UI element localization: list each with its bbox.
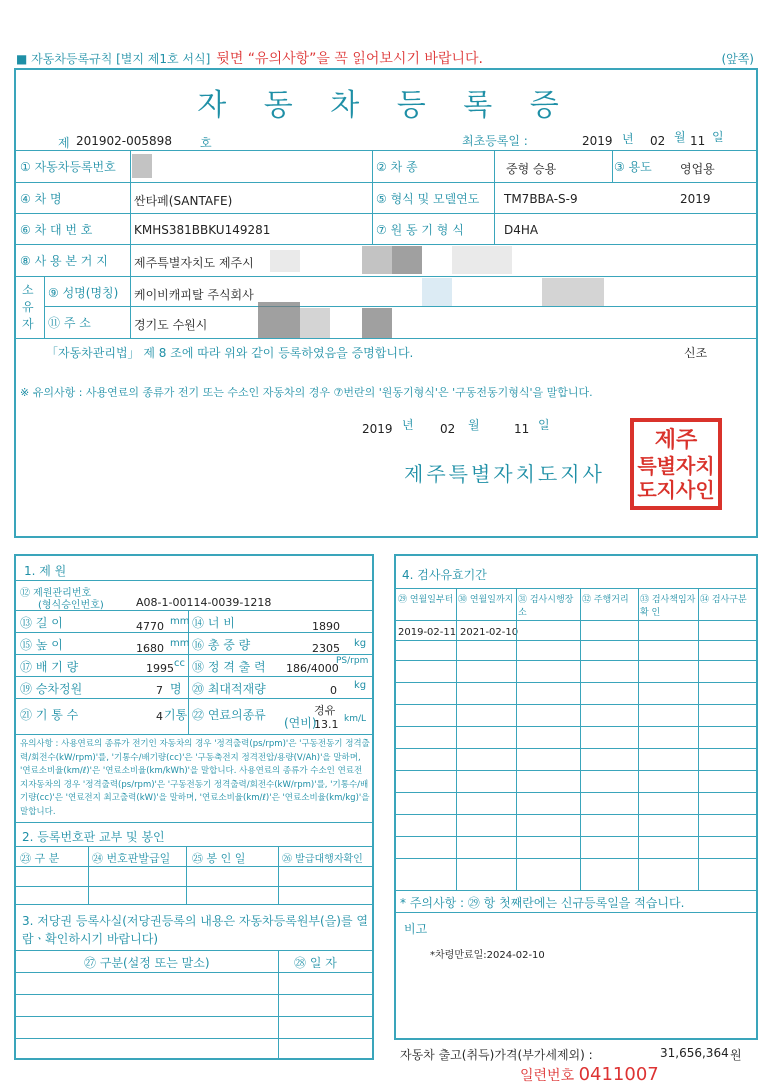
col-divider (130, 150, 131, 244)
vehicle-type: 중형 승용 (506, 162, 557, 176)
owner-name: 케이비캐피탈 주식회사 (134, 288, 254, 302)
document-title: 자 동 차 등 록 증 (197, 88, 573, 123)
redacted-block (270, 250, 300, 272)
fuel: 경유 (314, 704, 336, 717)
width: 1890 (312, 620, 340, 633)
weight: 2305 (312, 642, 340, 655)
seal-date-header: ㉕ 봉 인 일 (192, 852, 246, 865)
spec-no-sub: (형식승인번호) (38, 600, 104, 611)
grid-line (396, 704, 756, 705)
grid-line (396, 748, 756, 749)
grid-line (16, 698, 372, 699)
from-header: ㉙ 연월일부터 (398, 595, 454, 605)
vehicle-type-label: ② 차 종 (376, 160, 418, 174)
issuer: 제주특별자치도지사 (404, 462, 605, 486)
year-unit: 년 (622, 132, 634, 146)
power: 186/4000 (286, 662, 339, 675)
grid-line (16, 822, 372, 823)
vin: KMHS381BBKU149281 (134, 223, 271, 237)
type-header: ㉞ 검사구분 (700, 595, 747, 605)
col-divider (494, 150, 495, 244)
first-reg-day: 11 (690, 134, 706, 148)
length: 4770 (136, 620, 164, 633)
usage: 영업용 (680, 162, 715, 176)
price: 31,656,364 (660, 1046, 729, 1060)
vehicle-reg-no-label: ① 자동차등록번호 (20, 160, 116, 174)
displacement-label: ⑰ 배 기 량 (20, 660, 79, 674)
form-rule: ■ 자동차등록규칙 [별지 제1호 서식] 뒷면 “유의사항”을 꼭 읽어보시기 바랍니다. (16, 51, 483, 67)
redacted-block (132, 154, 152, 178)
price-unit: 원 (730, 1048, 742, 1062)
mortgage-title: 3. 저당권 등록사실 (22, 914, 123, 928)
reg-no-label: 제 (58, 136, 70, 150)
official-seal: 제주 특별자치 도지사인 (630, 418, 722, 510)
unit-kml: km/L (344, 714, 367, 724)
col-divider (456, 588, 457, 890)
grid-line (396, 890, 756, 891)
reg-no: 201902-005898 (76, 134, 172, 148)
reg-ho: 호 (200, 136, 212, 150)
grid-line (16, 994, 372, 995)
fuel-label: ㉒ 연료의종류 (192, 708, 266, 722)
grid-line (396, 792, 756, 793)
unit-mm: mm (170, 616, 190, 627)
redacted-block (422, 278, 452, 306)
col-divider (698, 588, 699, 890)
col-divider (44, 276, 45, 338)
col-divider (278, 846, 279, 904)
mortgage-date-header: ㉘ 일 자 (294, 956, 337, 970)
redacted-block (542, 278, 604, 306)
redacted-block (362, 308, 392, 338)
first-reg-label: 최초등록일 : (462, 134, 528, 148)
base-location-label: ⑧ 사 용 본 거 지 (20, 254, 108, 268)
issue-year: 2019 (362, 422, 393, 436)
col-divider (186, 846, 187, 904)
serial-value: 0411007 (578, 1064, 659, 1085)
grid-line (396, 836, 756, 837)
height-label: ⑮ 높 이 (20, 638, 63, 652)
remarks-label: 비고 (404, 922, 428, 936)
row-1 (16, 150, 756, 151)
grid-line (396, 858, 756, 859)
spec-no-label: ⑫ 제원관리번호 (20, 588, 92, 599)
row-2 (16, 182, 756, 183)
width-label: ⑭ 너 비 (192, 616, 235, 630)
spec-no: A08-1-00114-0039-1218 (136, 596, 272, 609)
grid-line (16, 1038, 372, 1039)
unit-people: 명 (170, 682, 182, 696)
col-divider (580, 588, 581, 890)
warning-text: 뒷면 “유의사항”을 꼭 읽어보시기 바랍니다. (216, 51, 483, 67)
unit-cyl: 기통 (164, 708, 188, 722)
displacement: 1995 (146, 662, 174, 675)
address-label: ⑪ 주 소 (48, 316, 91, 330)
inspector-header: ㉝ 검사책임자 확 인 (640, 595, 696, 618)
owner-name-label: ⑨ 성명(명칭) (48, 286, 119, 300)
vin-label: ⑥ 차 대 번 호 (20, 223, 93, 237)
col-divider (638, 588, 639, 890)
col-divider (516, 588, 517, 890)
mortgage-type-header: ㉗ 구분(설정 또는 말소) (84, 956, 210, 970)
grid-line (396, 770, 756, 771)
col-divider (130, 276, 131, 338)
power-label: ⑱ 정 격 출 력 (192, 660, 266, 674)
col-divider (188, 610, 189, 734)
grid-line (16, 580, 372, 581)
grid-line (16, 866, 372, 867)
grid-line (16, 610, 372, 611)
grid-line (396, 660, 756, 661)
seats-label: ⑲ 승차정원 (20, 682, 83, 696)
grid-line (16, 904, 372, 905)
max-load: 0 (330, 684, 337, 697)
row-4 (16, 244, 756, 245)
new-vehicle: 신조 (684, 346, 708, 360)
cylinders: 4 (156, 710, 163, 723)
weight-label: ⑯ 총 중 량 (192, 638, 251, 652)
seats: 7 (156, 684, 163, 697)
grid-line (396, 620, 756, 621)
unit-ps: PS/rpm (336, 656, 369, 666)
length-label: ⑬ 길 이 (20, 616, 63, 630)
col-divider (88, 846, 89, 904)
place-header: ㉛ 검사시행장소 (518, 595, 574, 618)
agent-check-header: ㉖ 발급대행자확인 (282, 854, 363, 865)
redacted-block (258, 302, 300, 338)
grid-line (396, 726, 756, 727)
grid-line (396, 912, 756, 913)
model-year: 2019 (680, 192, 711, 206)
plate-title: 2. 등록번호판 교부 및 봉인 (22, 830, 165, 844)
car-name: 싼타페(SANTAFE) (134, 194, 233, 208)
grid-line (16, 734, 372, 735)
unit-cc: cc (174, 658, 185, 669)
base-location: 제주특별자치도 제주시 (134, 256, 254, 270)
car-name-label: ④ 차 명 (20, 192, 62, 206)
grid-line (396, 682, 756, 683)
fuel-note: ※ 유의사항 : 사용연료의 종류가 전기 또는 수소인 자동차의 경우 ⑦번란의 '원동기형식'은 '구동전동기형식'을 말합니다. (20, 386, 593, 399)
height: 1680 (136, 642, 164, 655)
grid-line (16, 950, 372, 951)
row-6 (44, 306, 756, 307)
price-label: 자동차 출고(취득)가격(부가세제외) : (400, 1048, 593, 1062)
row-5 (16, 276, 756, 277)
issue-day: 11 (514, 422, 530, 436)
redacted-block (362, 246, 392, 274)
engine: D4HA (504, 223, 539, 237)
serial-label: 일련번호 (520, 1068, 575, 1084)
remarks-value: *차령만료일:2024-02-10 (430, 950, 545, 961)
mileage-header: ㉜ 주행거리 (582, 595, 629, 605)
col-divider (278, 950, 279, 1058)
row-3 (16, 213, 756, 214)
owner-label: 소 유 자 (22, 283, 34, 331)
to-header: ㉚ 연월일까지 (458, 595, 514, 605)
inspect-from: 2019-02-11 (398, 627, 457, 638)
engine-label: ⑦ 원 동 기 형 식 (376, 223, 464, 237)
usage-label: ③ 용도 (614, 160, 652, 174)
col-divider (372, 150, 373, 244)
spec-title: 1. 제 원 (24, 564, 67, 578)
unit-mm: mm (170, 638, 190, 649)
spec-note: 유의사항 : 사용연료의 종류가 전기인 자동차의 경우 '정격출력(ps/rpm)'은 '구동전동기 정격출력/회전수(kW/rpm)'를, '기통수/배기량(cc)'은 '구동축전지 정격전압/용량(V/Ah)'을 말하며, '연료소비율(km/ℓ)'은 '연료소비율(km/kWh)'을 말합니다. 사용연료의 종류가 수소인 연료전지자동차의 경우 '정격출력(ps/rpm)'은 '구동전동기 정격출력/회전수(kW/rpm)'를, '기통수/배기량(cc)'은 '연료전지 최고출력(kW)'을 말하며, '연료소비율(km/ℓ)'은 '연료소비율(km/kg)'을 말합니다. (20, 739, 370, 817)
grid-line (396, 588, 756, 589)
inspection-note: * 주의사항 : ㉙ 항 첫째란에는 신규등록일을 적습니다. (400, 896, 685, 910)
grid-line (396, 640, 756, 641)
unit-kg: kg (354, 680, 367, 691)
max-load-label: ⑳ 최대적재량 (192, 682, 266, 696)
grid-line (16, 676, 372, 677)
unit-kg: kg (354, 638, 367, 649)
day-unit: 일 (712, 130, 724, 144)
inspect-to: 2021-02-10 (460, 627, 519, 638)
first-reg-year: 2019 (582, 134, 613, 148)
certification-text: 「자동차관리법」 제 8 조에 따라 위와 같이 등록하였음을 증명합니다. (46, 346, 414, 360)
row-7 (16, 338, 756, 339)
front-side-label: (앞쪽) (721, 52, 754, 66)
first-reg-month: 02 (650, 134, 666, 148)
grid-line (16, 1016, 372, 1017)
plate-type-header: ㉓ 구 분 (20, 852, 60, 865)
inspection-title: 4. 검사유효기간 (402, 568, 487, 582)
year-unit: 년 (402, 418, 414, 432)
cylinders-label: ㉑ 기 통 수 (20, 708, 79, 722)
month-unit: 월 (468, 418, 480, 432)
serial-number (520, 1064, 659, 1085)
redacted-block (452, 246, 512, 274)
month-unit: 월 (674, 130, 686, 144)
model: TM7BBA-S-9 (504, 192, 578, 206)
mortgage-section (22, 912, 368, 948)
efficiency-label: (연비) (284, 716, 317, 730)
col-divider (130, 244, 131, 276)
address: 경기도 수원시 (134, 318, 208, 332)
plate-date-header: ㉔ 번호판발급일 (92, 852, 171, 865)
grid-line (396, 814, 756, 815)
col-divider (612, 150, 613, 182)
grid-line (16, 846, 372, 847)
mortgage-desc: (저당권등록의 내용은 자동차등록원부(을)를 열람ㆍ확인하시기 바랍니다) (22, 914, 368, 946)
grid-line (16, 886, 372, 887)
efficiency: 13.1 (314, 718, 339, 731)
grid-line (16, 972, 372, 973)
model-label: ⑤ 형식 및 모델연도 (376, 192, 480, 206)
day-unit: 일 (538, 418, 550, 432)
redacted-block (392, 246, 422, 274)
issue-month: 02 (440, 422, 456, 436)
redacted-block (300, 308, 330, 338)
